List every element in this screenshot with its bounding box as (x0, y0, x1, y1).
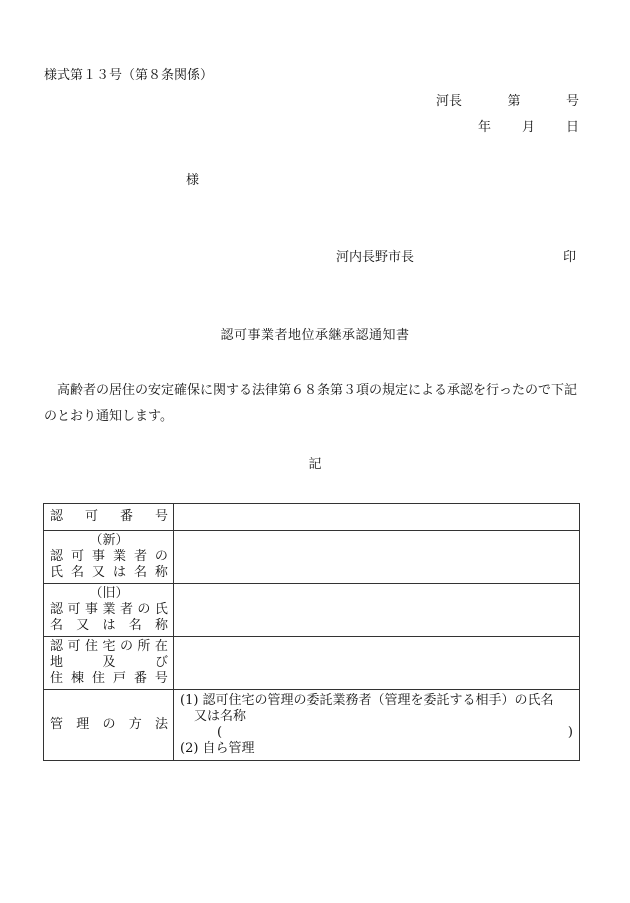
label-cell (44, 690, 174, 761)
label-char: 名 (128, 618, 142, 633)
label-char: （旧） (89, 586, 129, 601)
management-method-cell[interactable] (174, 690, 580, 761)
issue-date (478, 120, 579, 136)
table-row (44, 637, 580, 690)
label-char: 理 (76, 717, 90, 732)
label-char: （新） (89, 533, 129, 548)
label-line (50, 602, 168, 618)
value-cell[interactable] (174, 531, 580, 584)
label-line (50, 639, 168, 655)
label-char: 可 (84, 509, 98, 524)
label-char: 又 (91, 565, 105, 580)
label-char: 事 (91, 549, 105, 564)
label-char: 認 (50, 639, 64, 654)
label-cell (44, 504, 174, 531)
value-cell[interactable] (174, 637, 580, 690)
label-char: 管 (50, 717, 64, 732)
label-line (50, 565, 168, 581)
table-row (44, 690, 580, 761)
date-day: 日 (565, 120, 579, 135)
label-char: 称 (154, 565, 168, 580)
label-char: 名 (133, 565, 147, 580)
label-line (50, 717, 168, 733)
label-char: 住 (50, 671, 64, 686)
label-char: 及 (102, 655, 116, 670)
body-text: 高齢者の居住の安定確保に関する法律第６８条第３項の規定による承認を行ったので下記のとおり通知します。 (44, 383, 578, 424)
label-char: の (154, 549, 168, 564)
label-cell (44, 584, 174, 637)
label-char: の (102, 717, 116, 732)
label-char: 者 (119, 602, 133, 617)
reference-number (436, 94, 579, 110)
label-char: 認 (50, 509, 64, 524)
label-char: 認 (50, 549, 64, 564)
ref-prefix: 河長 (436, 94, 463, 109)
label-char: 可 (67, 602, 81, 617)
paren-close: ) (567, 725, 573, 740)
method-option-1-cont: 又は名称 (194, 709, 247, 724)
method-option-1: (1) 認可住宅の管理の委託業務者（管理を委託する相手）の氏名 (180, 693, 554, 708)
paren-open: ( (217, 725, 223, 740)
label-char: 名 (50, 618, 64, 633)
label-char: は (112, 565, 126, 580)
value-cell[interactable] (174, 584, 580, 637)
issuer-name: 河内長野市長 (336, 250, 415, 265)
table-row (44, 531, 580, 584)
label-line (50, 586, 168, 602)
label-char: 称 (154, 618, 168, 633)
seal-mark: 印 (563, 250, 577, 265)
ref-go: 号 (565, 94, 579, 109)
label-char: は (102, 618, 116, 633)
label-char: 氏 (154, 602, 168, 617)
label-char: の (119, 639, 133, 654)
label-char: 法 (154, 717, 168, 732)
form-number: 様式第１３号（第８条関係） (44, 68, 214, 83)
label-char: 住 (91, 671, 105, 686)
label-char: 事 (84, 602, 98, 617)
ki-heading: 記 (308, 457, 322, 472)
method-contractor-field (180, 725, 573, 741)
addressee: 様 (186, 173, 200, 188)
label-char: 在 (154, 639, 168, 654)
method-option-2: (2) 自ら管理 (180, 741, 255, 756)
table-row (44, 504, 580, 531)
label-char: 方 (128, 717, 142, 732)
label-char: 又 (76, 618, 90, 633)
label-line (50, 533, 168, 549)
label-char: 氏 (50, 565, 64, 580)
document-title: 認可事業者地位承継承認通知書 (220, 328, 410, 343)
label-char: 棟 (70, 671, 84, 686)
label-char: 地 (50, 655, 64, 670)
label-char: 可 (70, 549, 84, 564)
label-char: 業 (102, 602, 116, 617)
label-line (50, 618, 168, 634)
label-char: 番 (119, 509, 133, 524)
date-year: 年 (478, 120, 492, 135)
value-cell[interactable] (174, 504, 580, 531)
label-cell (44, 531, 174, 584)
label-line (50, 655, 168, 671)
label-char: び (154, 655, 168, 670)
label-char: 住 (84, 639, 98, 654)
detail-table (43, 503, 580, 761)
label-line (50, 509, 168, 525)
label-char: 者 (133, 549, 147, 564)
label-char: の (137, 602, 151, 617)
label-char: 名 (70, 565, 84, 580)
ref-dai: 第 (507, 94, 521, 109)
label-line (50, 671, 168, 687)
label-char: 号 (154, 509, 168, 524)
label-cell (44, 637, 174, 690)
date-month: 月 (521, 120, 535, 135)
label-char: 可 (67, 639, 81, 654)
label-line (50, 549, 168, 565)
label-char: 戸 (112, 671, 126, 686)
label-char: 宅 (102, 639, 116, 654)
table-row (44, 584, 580, 637)
label-char: 業 (112, 549, 126, 564)
label-char: 号 (154, 671, 168, 686)
label-char: 番 (133, 671, 147, 686)
label-char: 認 (50, 602, 64, 617)
label-char: 所 (137, 639, 151, 654)
